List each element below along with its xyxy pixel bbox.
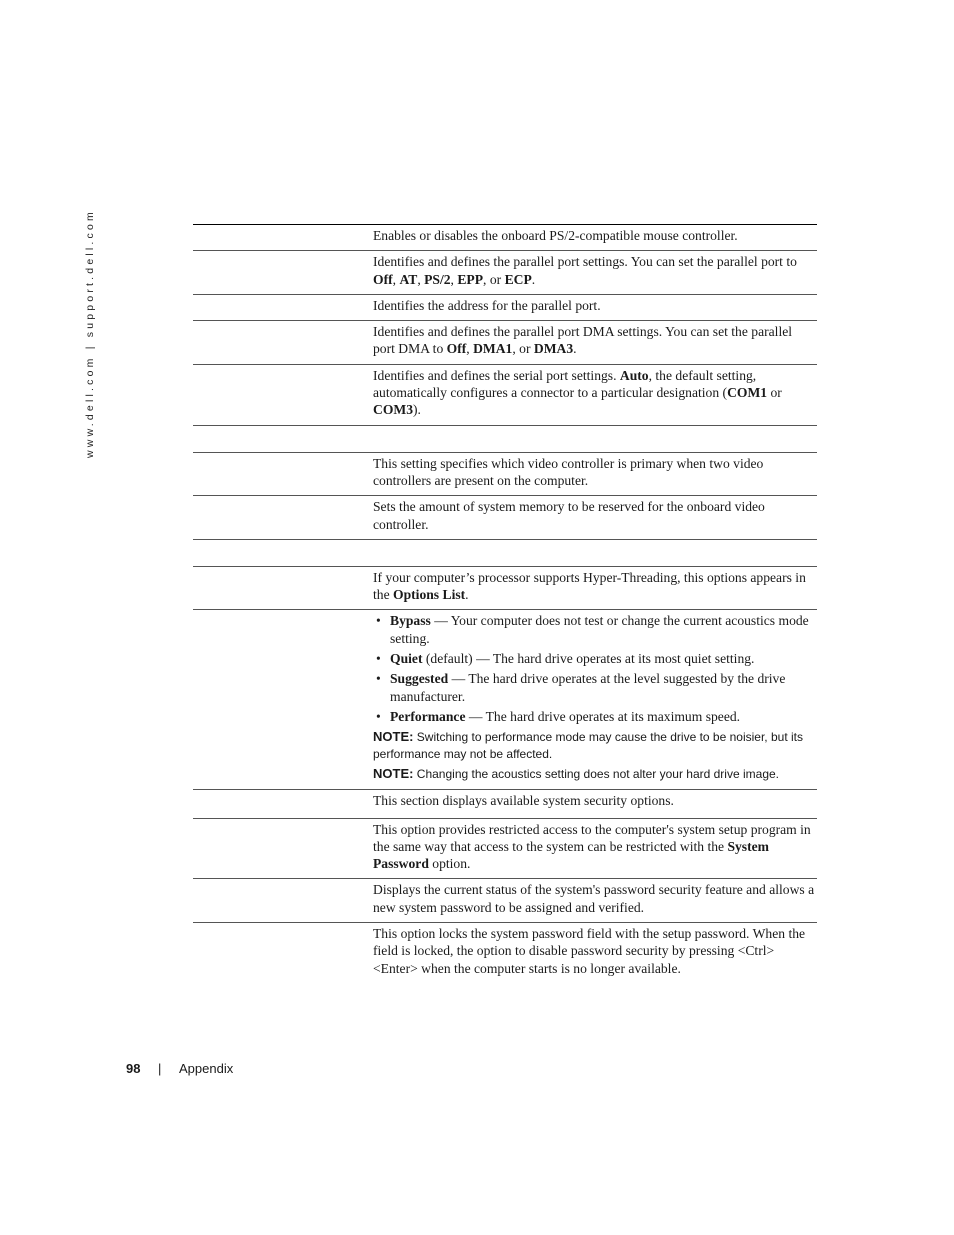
section-header-row <box>193 540 817 567</box>
page-number: 98 <box>126 1061 141 1076</box>
bullet-icon: • <box>376 671 381 687</box>
option-name-cell <box>193 453 373 496</box>
settings-table <box>193 224 817 983</box>
option-description: Displays the current status of the system's password security feature and allows a new system password to be assigned and verified. <box>373 882 815 915</box>
table-row <box>193 225 817 251</box>
list-item: • Quiet (default) — The hard drive operates at its most quiet setting. <box>376 651 755 667</box>
option-description: Enables or disables the onboard PS/2-compatible mouse controller. <box>373 228 738 243</box>
option-description: Identifies the address for the parallel port. <box>373 297 601 313</box>
option-description: Identifies and defines the parallel port settings. You can set the parallel port to Off, AT, PS/2, EPP, or ECP. <box>373 254 797 287</box>
sidebar-url: www.dell.com | support.dell.com <box>84 209 96 458</box>
option-description: Identifies and defines the serial port settings. Auto, the default setting, automatically configures a connector to a particular designation (COM1 or COM3). <box>373 367 782 418</box>
table-row <box>193 496 817 540</box>
table-row <box>193 251 817 295</box>
option-name-cell <box>193 225 373 250</box>
option-name-cell <box>193 790 373 817</box>
list-item: • Suggested — The hard drive operates at the level suggested by the drive manufacturer. <box>376 671 786 704</box>
section-title: Appendix <box>179 1061 234 1076</box>
note: NOTE: Changing the acoustics setting does not alter your hard drive image. <box>373 766 779 782</box>
option-description: This section displays available system security options. <box>373 793 674 809</box>
option-name-cell <box>193 365 373 425</box>
table-row <box>193 923 817 983</box>
note-label: NOTE: <box>373 766 414 782</box>
option-name-cell <box>193 426 373 452</box>
table-row <box>193 879 817 923</box>
table-row <box>193 819 817 880</box>
option-name-cell <box>193 321 373 364</box>
list-item: • Performance — The hard drive operates at its maximum speed. <box>376 708 741 724</box>
bullet-icon: • <box>376 708 381 724</box>
option-name-cell <box>193 496 373 539</box>
bullet-icon: • <box>376 613 381 629</box>
footer-separator: | <box>158 1061 162 1076</box>
list-item: • Bypass — Your computer does not test or change the current acoustics mode setting. <box>376 613 809 646</box>
option-description: This option provides restricted access to the computer's system setup program in the same way that access to the system can be restricted with the System Password option. <box>373 821 811 872</box>
option-description: This setting specifies which video controller is primary when two video controllers are present on the computer. <box>373 455 764 488</box>
note-label: NOTE: <box>373 729 414 745</box>
note: NOTE: Switching to performance mode may cause the drive to be noisier, but its performance may not be affected. <box>373 729 803 762</box>
option-name-cell <box>193 251 373 294</box>
option-name-cell <box>193 923 373 983</box>
section-header-row <box>193 426 817 453</box>
table-row <box>193 365 817 426</box>
option-name-cell <box>193 610 373 789</box>
acoustics-list <box>373 612 815 725</box>
option-name-cell <box>193 879 373 922</box>
bullet-icon: • <box>376 651 381 667</box>
option-description: Sets the amount of system memory to be reserved for the onboard video controller. <box>373 499 765 532</box>
table-row <box>193 790 817 818</box>
table-row <box>193 321 817 365</box>
option-description: If your computer’s processor supports Hyper-Threading, this options appears in the Options List. <box>373 569 806 603</box>
option-name-cell <box>193 540 373 566</box>
option-description: Identifies and defines the parallel port DMA settings. You can set the parallel port DMA to Off, DMA1, or DMA3. <box>373 324 793 357</box>
option-name-cell <box>193 819 373 879</box>
option-description <box>373 610 817 789</box>
table-row <box>193 453 817 497</box>
table-row <box>193 567 817 611</box>
table-row <box>193 295 817 321</box>
table-row <box>193 610 817 790</box>
option-name-cell <box>193 567 373 610</box>
option-description: This option locks the system password field with the setup password. When the field is locked, the option to disable password security by pressing <Ctrl><Enter> when the computer starts is no longer available. <box>373 926 806 976</box>
option-name-cell <box>193 295 373 320</box>
